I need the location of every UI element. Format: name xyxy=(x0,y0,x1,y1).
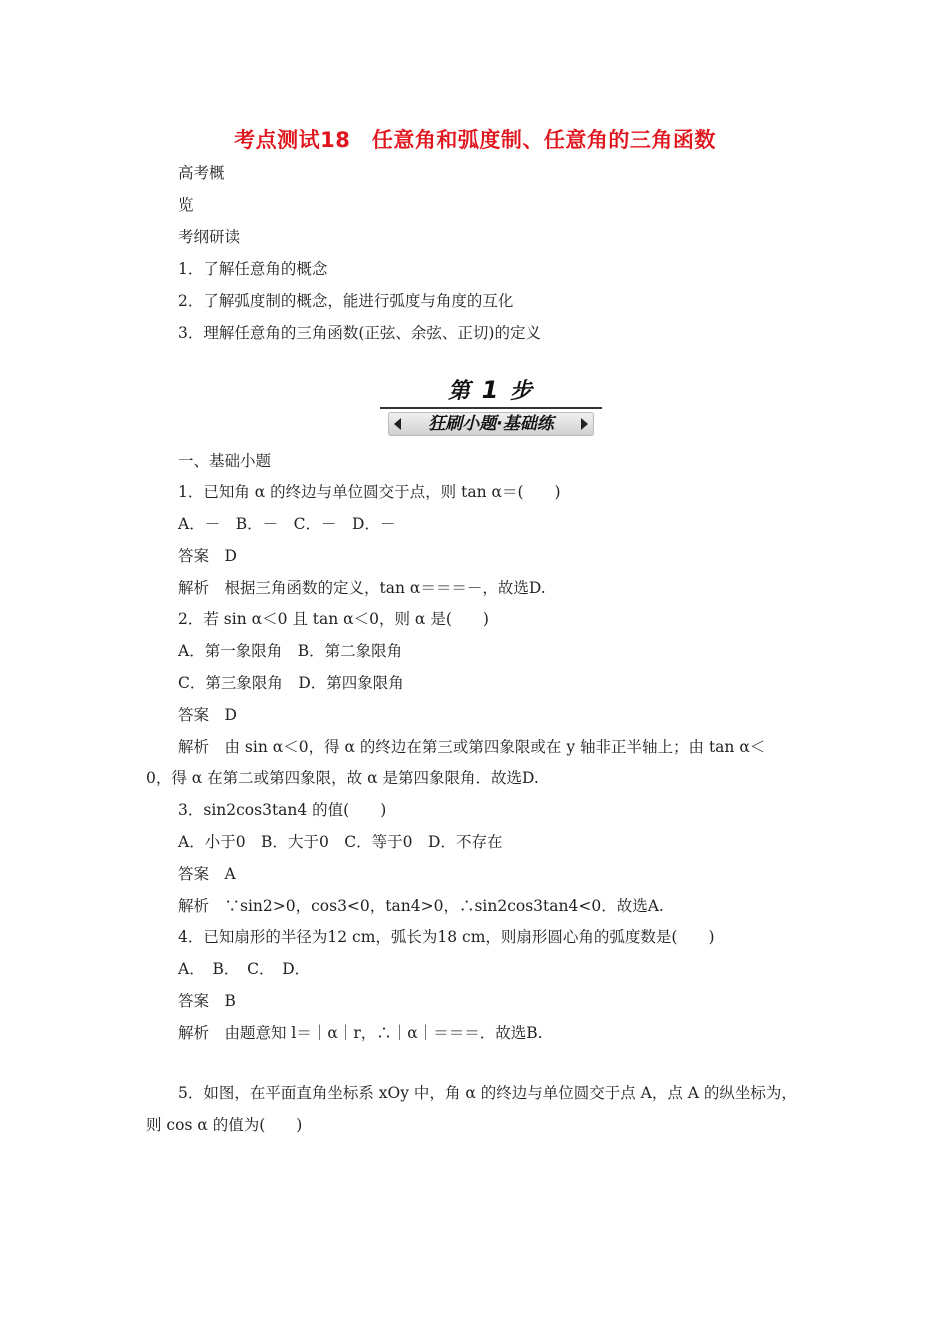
q3-analysis: 解析 ∵sin2>0，cos3<0，tan4>0，∴sin2cos3tan4<0．故选A. xyxy=(178,897,664,915)
step-banner xyxy=(380,374,602,440)
overview-label: 高考概 xyxy=(178,164,225,182)
q3-stem: 3．sin2cos3tan4 的值( ) xyxy=(178,801,387,819)
q1-stem: 1．已知角 α 的终边与单位圆交于点，则 tan α＝( ) xyxy=(178,483,561,501)
q4-analysis: 解析 由题意知 l＝｜α｜r，∴｜α｜＝＝＝．故选B. xyxy=(178,1024,543,1042)
syllabus-item-1: 1．了解任意角的概念 xyxy=(178,260,328,278)
step-title-pre: 第 xyxy=(447,379,472,404)
q5-stem-2: 则 cos α 的值为( ) xyxy=(146,1116,303,1134)
overview-label-cont: 览 xyxy=(178,196,194,214)
page-title: 考点测试18 任意角和弧度制、任意角的三角函数 xyxy=(234,128,716,152)
step-subtitle: 狂刷小题·基础练 xyxy=(428,414,554,434)
step-title-num: 1 xyxy=(481,376,501,404)
q5-stem-1: 5．如图，在平面直角坐标系 xOy 中，角 α 的终边与单位圆交于点 A，点 A 的纵坐标为， xyxy=(178,1084,797,1102)
syllabus-heading: 考纲研读 xyxy=(178,228,241,246)
syllabus-item-2: 2．了解弧度制的概念，能进行弧度与角度的互化 xyxy=(178,292,514,310)
q2-options-2: C．第三象限角 D．第四象限角 xyxy=(178,674,404,692)
q2-options-1: A．第一象限角 B．第二象限角 xyxy=(178,642,403,660)
q4-options: A． B． C． D． xyxy=(178,960,311,978)
step-subtitle-bar xyxy=(388,412,594,436)
q2-analysis-1: 解析 由 sin α＜0，得 α 的终边在第三或第四象限或在 y 轴非正半轴上；由 tan α＜ xyxy=(178,738,766,756)
q1-answer: 答案 D xyxy=(178,547,237,565)
q2-analysis-2: 0，得 α 在第二或第四象限，故 α 是第四象限角．故选D. xyxy=(146,769,539,787)
q4-answer: 答案 B xyxy=(178,992,236,1010)
step-divider xyxy=(380,407,602,409)
q1-analysis: 解析 根据三角函数的定义，tan α＝＝＝－，故选D. xyxy=(178,579,546,597)
triangle-right-icon xyxy=(581,418,588,430)
syllabus-item-3: 3．理解任意角的三角函数(正弦、余弦、正切)的定义 xyxy=(178,324,541,342)
q4-stem: 4．已知扇形的半径为12 cm，弧长为18 cm，则扇形圆心角的弧度数是( ) xyxy=(178,928,715,946)
step-title xyxy=(380,374,602,405)
section-heading: 一、基础小题 xyxy=(178,452,272,470)
q3-answer: 答案 A xyxy=(178,865,236,883)
q2-stem: 2．若 sin α＜0 且 tan α＜0，则 α 是( ) xyxy=(178,610,489,628)
step-title-post: 步 xyxy=(510,379,535,404)
q1-options: A．－ B．－ C．－ D．－ xyxy=(178,515,396,533)
q2-answer: 答案 D xyxy=(178,706,237,724)
q3-options: A．小于0 B．大于0 C．等于0 D．不存在 xyxy=(178,833,503,851)
